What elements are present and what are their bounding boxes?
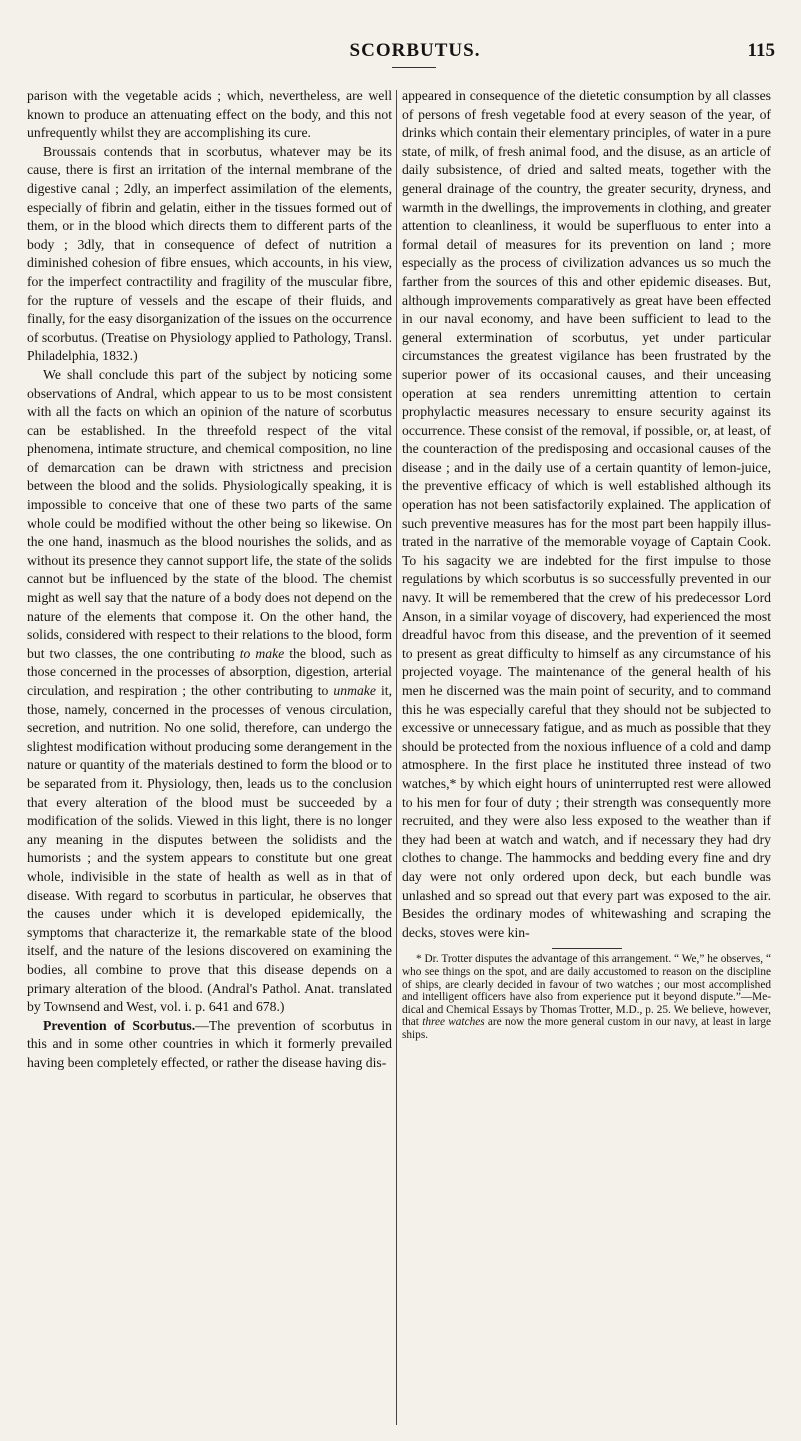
- footnote-separator: [552, 948, 622, 949]
- running-title: SCORBUTUS.: [349, 40, 481, 61]
- emphasis: to make: [239, 645, 285, 661]
- column-divider: [396, 90, 397, 1425]
- head-ornament-rule: [392, 67, 436, 69]
- paragraph-prevention: [27, 1017, 392, 1073]
- paragraph: appeared in consequence of the dietetic consumption by all classes of persons of fresh vegetable food at every season of the year, of drinks which contain their elementary principles, of water in a pure state, of milk, of fresh animal food, and the disuse, as an article of daily subsistence, of dried and salted meats, together with the general drainage of the country, the greater security, dryness, and warmth in the dwellings, the improvements in clothing, and greater attention to cleanliness, it would be superfluous to enter into a formal detail of measures for its prevention on land ; more especially as the process of civilization advances us so much the farther from the sources of this and other epidemic diseases. But, although improvements comparatively as great have been effected in our naval economy, and have been sufficient to lead to the general extermination of scorbutus, yet under particular circumstances the greatest vigilance has been frustrated by the superior power of its occasional causes, and their unceasing operation at sea renders unremitting attention to certain prophylactic measures necessary to ensure security against its occurrence. These consist of the removal, if possible, or, at least, of the counteraction of the predisposing and occasional causes of the disease ; and in the daily use of a certain quantity of lemon-juice, the preventive efficacy of which is well established although its operation has not been satisfactorily explained. The application of such preventive measures has for the most part been happily illustrated in the narrative of the memorable voyage of Captain Cook. To his sagacity we are indebted for the first impulse to those regulations by which scorbutus is so successfully prevented in our navy. It will be remembered that the crew of his predecessor Lord Anson, in a similar voyage of discovery, had experienced the most dreadful havoc from this disease, and the prevention of it seemed to present as great difficulty to himself as any circumstance of his projected voyage. The maintenance of the general health of his men he discerned was the main point of security, and to command this he was especially careful that they should not be subjected to excessive or unnecessary fatigue, and as much as possible that they should be protected from the noxious influence of a cold and damp atmosphere. In the first place he instituted three instead of two watches,* by which eight hours of uninterrupted rest were allowed to his men for four of duty ; their strength was consequently more recruited, and they were also less exposed to the weather than if they had been at watch and watch, and if necessary they had dry clothes to change. The hammocks and bedding every fine and dry day were not only ordered upon deck, but each bundle was unlashed and so spread out that every part was exposed to the air. Besides the ordinary modes of whitewashing and scraping the decks, stoves were kin-: [402, 88, 771, 940]
- text-run: the blood, such as those concerned in the processes of absorption, digestion, arterial circulation, and respiration ; the other contributing to: [27, 645, 392, 698]
- right-column: [402, 87, 771, 1041]
- page-number: 115: [747, 40, 775, 61]
- running-head: [0, 40, 801, 80]
- text-run: —The prevention of scorbutus in this and in some other countries in which it formerly prevailed having been completely effected, or rather the disease having dis-: [27, 1017, 392, 1070]
- paragraph-andral: [27, 366, 392, 1017]
- text-run: * Dr. Trotter disputes the advantage of this arrangement. “ We,” he observes, “ who see things on the spot, and are daily accustomed to reason on the discipline of ships, are clearly decided in favour of two watches ; our most accomplished and intelligent officers have also from experience put it beyond dispute.”—Medical and Chemical Essays by Thomas Trotter, M.D., p. 25. We believe, however, that: [402, 953, 771, 1029]
- emphasis: unmake: [333, 683, 376, 698]
- footnote: [402, 953, 771, 1041]
- section-heading: Prevention of Scorbutus.: [43, 1017, 196, 1033]
- paragraph: parison with the vegetable acids ; which, nevertheless, are well known to produce an attenuating effect on the body, and this not unfrequently whilst they are accomplishing its cure.: [27, 88, 392, 141]
- text-run: We shall conclude this part of the subject by noticing some observations of Andral, which appear to us to be most consistent with all the facts on which an opinion of the nature of scorbutus can be established. In the threefold respect of the vital phenomena, intimate structure, and chemical composition, no line of demarcation can be drawn with strictness and precision between the blood and the solids. Physiologically speaking, it is impossible to conceive that one of these two parts of the same whole could be modified without the other being so likewise. On the one hand, inasmuch as the blood nourishes the solids, and as without its presence they cannot support life, the state of the solids cannot but be influenced by the state of the blood. The chemist might as well say that the nature of a body does not depend on the nature of the elements that compose it. On the other hand, the solids, considered with respect to their relations to the blood, form but two classes, the one contributing: [27, 366, 392, 661]
- text-run: it, those, namely, concerned in the processes of venous circulation, secretion, and nutrition. No one solid, therefore, can undergo the slightest modification without producing some derangement in the nature or quantity of the materials destined to form the blood or to be separated from it. Physiology, then, leads us to the conclusion that every alteration of the blood must be succeeded by a modification of the solids. Viewed in this light, there is no longer any meaning in the disputes between the solidists and the humorists ; and the system appears to constitute but one great whole, indivisible in the state of health as well as in that of disease. With regard to scorbutus in particular, he observes that the causes under which it is developed epidemically, the symptoms that characterize it, the remarkable state of the blood itself, and the nature of the lesions discovered on examining the bodies, all combine to prove that this disease depends on a primary alteration of the blood. (Andral's Pathol. Anat. translated by Townsend and West, vol. i. p. 641 and 678.): [27, 683, 392, 1015]
- text-run: are now the more general custom in our navy, at least in large ships.: [402, 1016, 772, 1041]
- paragraph-broussais: Broussais contends that in scorbutus, whatever may be its cause, there is first an irritation of the internal membrane of the digestive canal ; 2dly, an imperfect assimilation of the elements, especially of fibrin and gelatin, either in the tissues formed out of them, or in the blood which directs them to different parts of the body ; 3dly, that in consequence of defect of nutrition a diminished cohesion of fibre ensues, which accounts, in his view, for the imperfect contractility and fragility of the muscular fibre, for the rupture of vessels and the escape of their fluids, and finally, for the easy disorganization of the issues on the occurrence of scorbutus. (Treatise on Physiology applied to Pathology, Transl. Philadelphia, 1832.): [27, 143, 392, 364]
- emphasis: three watches: [422, 1016, 485, 1029]
- left-column: [27, 87, 392, 1072]
